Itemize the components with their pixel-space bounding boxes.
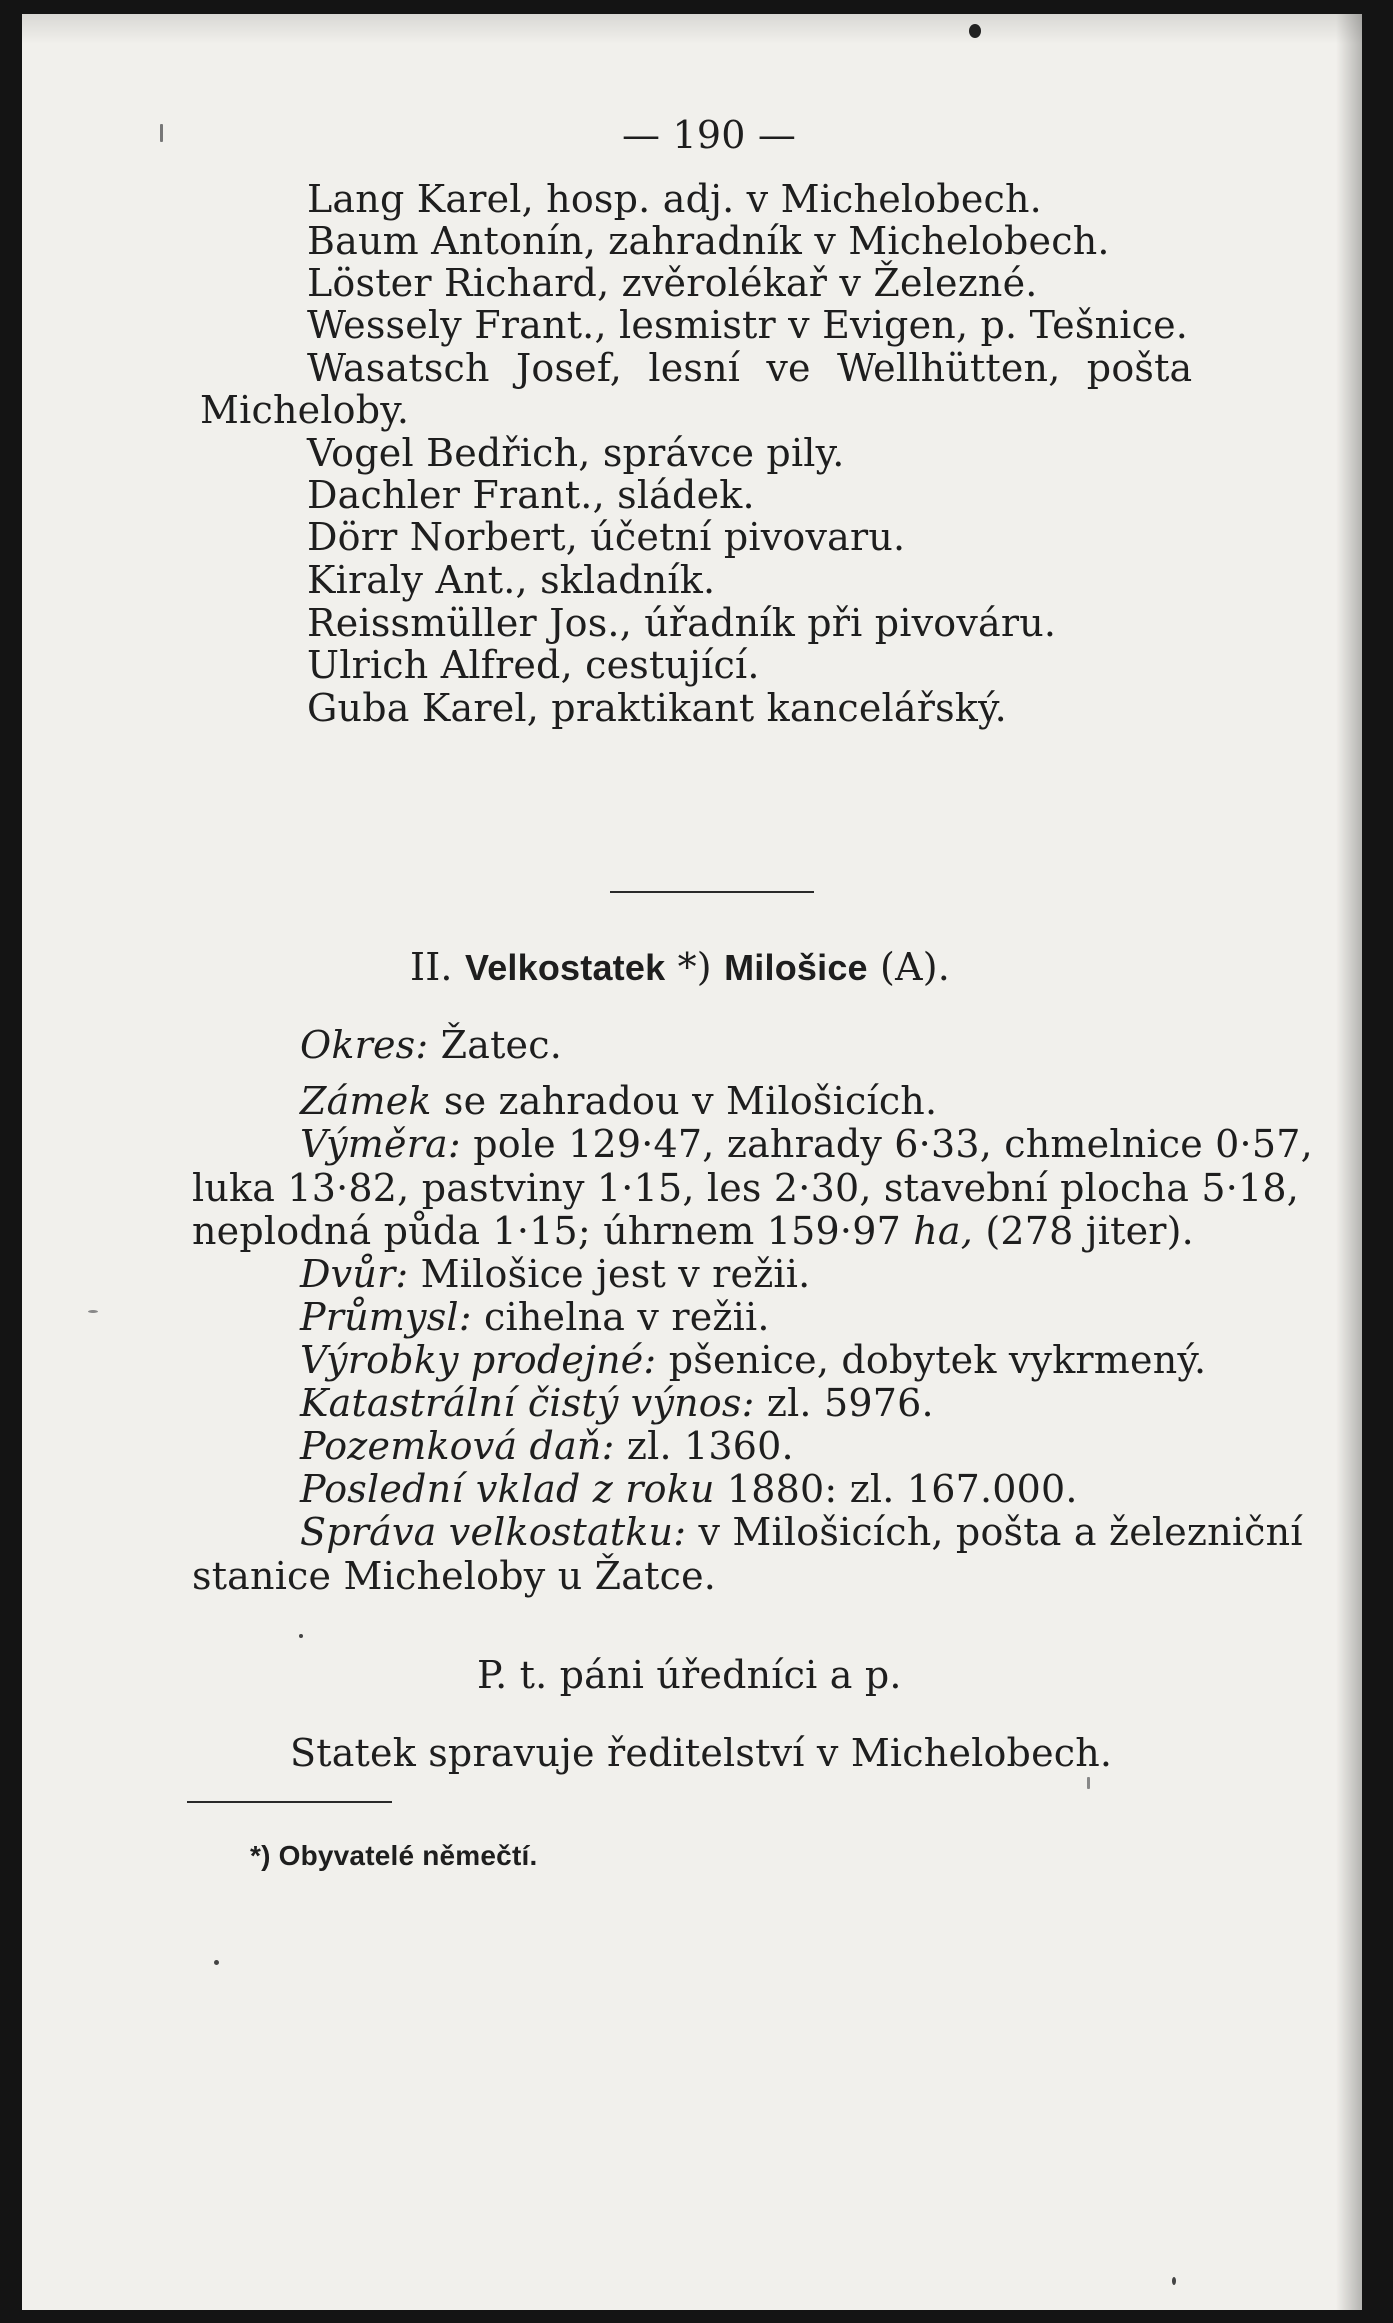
- footnote-rule: [187, 1801, 392, 1803]
- staff-line: Löster Richard, zvěrolékař v Železné.: [307, 261, 1038, 305]
- vymera-entry: [300, 1123, 1313, 1165]
- dvur-entry: [300, 1253, 810, 1295]
- vymera-line1: pole 129·47, zahrady 6·33, chmelnice 0·57,: [473, 1122, 1313, 1166]
- sprava-entry: [300, 1511, 1303, 1553]
- staff-line: Wasatsch Josef, lesní ve Wellhütten, pošta: [307, 346, 1193, 390]
- vynos-label: Katastrální čistý výnos:: [300, 1381, 755, 1425]
- officials-heading: P. t. páni úředníci a p.: [477, 1653, 902, 1697]
- staff-line: Dörr Norbert, účetní pivovaru.: [307, 515, 906, 559]
- scan-speck: [214, 1960, 219, 1965]
- scan-speck: [160, 124, 163, 142]
- staff-line: Kiraly Ant., skladník.: [307, 558, 716, 602]
- vymera-line3-b: (278 jiter).: [985, 1209, 1194, 1253]
- footnote-mark: *): [677, 945, 712, 989]
- section-divider: [610, 891, 814, 893]
- scan-top-shadow: [22, 14, 1362, 44]
- prumysl-value: cihelna v režii.: [484, 1295, 770, 1339]
- sprava-line1: v Milošicích, pošta a železniční: [698, 1510, 1303, 1554]
- footnote: *) Obyvatelé němečtí.: [250, 1840, 538, 1871]
- staff-line: Reissmüller Jos., úřadník při pivováru.: [307, 601, 1057, 645]
- staff-line: Dachler Frant., sládek.: [307, 473, 755, 517]
- sprava-line2: stanice Micheloby u Žatce.: [192, 1554, 717, 1598]
- page-number: — 190 —: [622, 113, 797, 157]
- dvur-value: Milošice jest v režii.: [420, 1252, 811, 1296]
- vyrobky-entry: [300, 1339, 1206, 1381]
- vymera-unit: ha,: [913, 1209, 974, 1253]
- section-heading: [410, 946, 950, 989]
- staff-line: Ulrich Alfred, cestující.: [307, 643, 760, 687]
- estate-name: Milošice: [724, 947, 868, 988]
- staff-line: Micheloby.: [200, 388, 410, 432]
- dan-value: zl. 1360.: [626, 1424, 794, 1468]
- okres-value: Žatec.: [440, 1023, 563, 1067]
- vklad-label: Poslední vklad z roku: [300, 1467, 715, 1511]
- prumysl-entry: [300, 1296, 770, 1338]
- vynos-entry: [300, 1382, 934, 1424]
- scan-edge-shadow: [1336, 14, 1362, 2310]
- vymera-line3: [192, 1210, 1194, 1252]
- prumysl-label: Průmysl:: [300, 1295, 472, 1339]
- vymera-label: Výměra:: [300, 1122, 461, 1166]
- vymera-line2: [192, 1166, 1300, 1210]
- staff-line: Wessely Frant., lesmistr v Evigen, p. Tešnice.: [307, 303, 1189, 347]
- vyrobky-label: Výrobky prodejné:: [300, 1338, 657, 1382]
- scan-speck: [299, 1634, 303, 1638]
- scan-speck: [1087, 1777, 1090, 1789]
- vyrobky-value: pšenice, dobytek vykrmený.: [668, 1338, 1207, 1382]
- staff-line: Baum Antonín, zahradník v Michelobech.: [307, 219, 1110, 263]
- vymera-line3-a: neplodná půda 1·15; úhrnem 159·97: [192, 1209, 901, 1253]
- vklad-entry: [300, 1468, 1078, 1510]
- vymera-line2-text: luka 13·82, pastviny 1·15, les 2·30, stavební plocha 5·18,: [192, 1166, 1300, 1210]
- staff-line: Lang Karel, hosp. adj. v Michelobech.: [307, 177, 1042, 221]
- sprava-label: Správa velkostatku:: [300, 1510, 687, 1554]
- zamek-label: Zámek: [300, 1079, 432, 1123]
- managed-by: Statek spravuje ředitelství v Michelobech.: [290, 1731, 1113, 1775]
- vklad-value: 1880: zl. 167.000.: [726, 1467, 1078, 1511]
- vynos-value: zl. 5976.: [766, 1381, 934, 1425]
- dan-label: Pozemková daň:: [300, 1424, 615, 1468]
- dan-entry: [300, 1425, 794, 1467]
- document-page: [22, 14, 1362, 2310]
- scan-speck: [969, 24, 981, 38]
- okres-label: Okres:: [300, 1023, 429, 1067]
- section-label: Velkostatek: [464, 947, 666, 988]
- section-suffix: (A).: [880, 945, 951, 989]
- scan-speck: [88, 1310, 98, 1313]
- scan-speck: [1172, 2277, 1176, 2285]
- zamek-entry: [300, 1080, 937, 1122]
- okres-entry: [300, 1024, 562, 1066]
- zamek-value: se zahradou v Milošicích.: [443, 1079, 938, 1123]
- staff-line: Guba Karel, praktikant kancelářský.: [307, 686, 1007, 730]
- dvur-label: Dvůr:: [300, 1252, 409, 1296]
- section-number: II.: [410, 945, 453, 989]
- staff-line: Vogel Bedřich, správce pily.: [307, 431, 845, 475]
